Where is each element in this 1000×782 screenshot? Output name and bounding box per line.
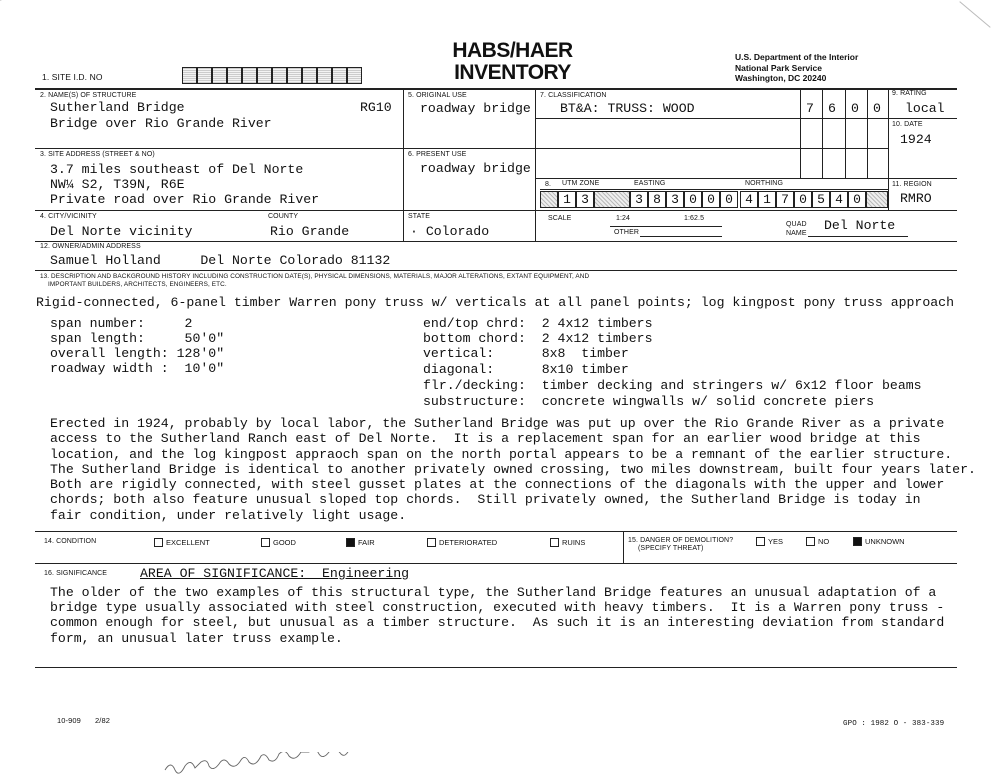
northing-digit[interactable]: 4 [830, 191, 848, 208]
quad-label-2: NAME [786, 230, 807, 237]
site-id-cell [242, 67, 257, 84]
site-id-cell [317, 67, 332, 84]
northing-digit[interactable]: 5 [812, 191, 830, 208]
demolition-no-label: NO [818, 537, 830, 546]
spec-right-line: vertical: 8x8 timber [423, 346, 629, 361]
classification-label: 7. CLASSIFICATION [540, 92, 607, 99]
classification-value[interactable]: BT&A: TRUSS: WOOD [560, 101, 695, 116]
demolition-unknown-label: UNKNOWN [865, 537, 905, 546]
handwritten-note [160, 752, 440, 780]
description-label-2: IMPORTANT BUILDERS, ARCHITECTS, ENGINEERS, ETC. [48, 281, 227, 288]
site-id-label: 1. SITE I.D. NO [42, 72, 103, 82]
address-line1[interactable]: 3.7 miles southeast of Del Norte [50, 162, 304, 177]
present-use-value[interactable]: roadway bridge [420, 161, 531, 176]
easting-digit[interactable]: 8 [648, 191, 666, 208]
site-id-cell [182, 67, 197, 84]
utm-zone-digit[interactable]: 3 [576, 191, 594, 208]
name-line2[interactable]: Bridge over Rio Grande River [50, 116, 272, 131]
state-label: STATE [408, 213, 431, 220]
condition-label: 14. CONDITION [44, 538, 97, 545]
class-digit-3[interactable]: 0 [851, 101, 859, 116]
rule-top [35, 88, 957, 90]
original-use-label: 5. ORIGINAL USE [408, 92, 467, 99]
class-digit-2[interactable]: 6 [828, 101, 836, 116]
northing-digit[interactable]: 0 [794, 191, 812, 208]
scale-other-rule [640, 236, 722, 237]
name-line1[interactable]: Sutherland Bridge [50, 100, 185, 115]
city-label: 4. CITY/VICINITY [40, 213, 97, 220]
spec-left-line: span number: 2 [50, 316, 193, 331]
state-value[interactable]: · Colorado [410, 224, 490, 239]
spec-right-line: end/top chrd: 2 4x12 timbers [423, 316, 653, 331]
condition-deteriorated-label: DETERIORATED [439, 538, 498, 547]
class-row-3 [535, 178, 957, 179]
utm-shade [866, 191, 888, 208]
demolition-label-1: 15. DANGER OF DEMOLITION? [628, 537, 734, 544]
owner-label: 12. OWNER/ADMIN ADDRESS [40, 243, 141, 250]
site-id-cell [347, 67, 362, 84]
scale-option-2[interactable]: 1:62.5 [684, 215, 705, 222]
easting-digit[interactable]: 0 [702, 191, 720, 208]
site-id-cell [332, 67, 347, 84]
utm-zone-digit[interactable]: 1 [558, 191, 576, 208]
rule-section14 [35, 531, 957, 532]
date-label: 10. DATE [892, 121, 923, 128]
class-col-1 [800, 88, 801, 178]
quad-rule [808, 236, 908, 237]
class-col-4 [867, 88, 868, 178]
site-id-cell [227, 67, 242, 84]
spec-right-line: flr./decking: timber decking and stringers w/ 6x12 floor beams [423, 378, 922, 393]
class-digit-4[interactable]: 0 [873, 101, 881, 116]
significance-line: form, an unusual later truss example. [50, 631, 343, 646]
class-col-2 [822, 88, 823, 178]
owner-value[interactable]: Samuel Holland Del Norte Colorado 81132 [50, 253, 391, 268]
spec-right-line: diagonal: 8x10 timber [423, 362, 629, 377]
spec-right-line: bottom chord: 2 4x12 timbers [423, 331, 653, 346]
condition-good-checkbox[interactable] [261, 538, 270, 547]
form-number: 10-909 [57, 716, 81, 725]
spec-left-line: roadway width : 10'0" [50, 361, 225, 376]
form-title [445, 40, 580, 84]
demolition-yes-label: YES [768, 537, 784, 546]
form-title-line2: INVENTORY [454, 61, 571, 84]
address-line3[interactable]: Private road over Rio Grande River [50, 192, 320, 207]
northing-digit[interactable]: 0 [848, 191, 866, 208]
significance-line: The older of the two examples of this structural type, the Sutherland Bridge features an unusual adaptation of a [50, 585, 937, 600]
history-line: fair condition, under relatively light usage. [50, 508, 407, 523]
condition-fair-label: FAIR [358, 538, 375, 547]
significance-line: bridge type usually associated with steel construction, executed with heavy timbers. It is a Warren pony truss - [50, 600, 945, 615]
significance-label: 16. SIGNIFICANCE [44, 570, 108, 577]
quad-value[interactable]: Del Norte [824, 218, 896, 233]
easting-label: EASTING [634, 180, 666, 187]
easting-digit[interactable]: 3 [666, 191, 684, 208]
rule-bottom [35, 667, 957, 668]
significance-area[interactable]: AREA OF SIGNIFICANCE: Engineering [140, 566, 410, 581]
county-label: COUNTY [268, 213, 299, 220]
history-line: The Sutherland Bridge is identical to another privately owned crossing, two miles downstream, built four years later. [50, 462, 976, 477]
history-line: Erected in 1924, probably by local labor, the Sutherland Bridge was put up over the Rio Grande River as a private [50, 416, 945, 431]
agency-line3: Washington, DC 20240 [735, 73, 827, 83]
demolition-no-checkbox[interactable] [806, 537, 815, 546]
county-value[interactable]: Rio Grande [270, 224, 350, 239]
col-rule-c [888, 88, 889, 210]
rating-label: 9. RATING [892, 90, 927, 97]
northing-digit[interactable]: 7 [776, 191, 794, 208]
description-label-1: 13. DESCRIPTION AND BACKGROUND HISTORY INCLUDING CONSTRUCTION DATE(S), PHYSICAL DIMENSIONS, MATERIALS, MAJOR ALTERATIONS, EXTANT EQUIPMENT, AND [40, 273, 590, 280]
scale-option-1[interactable]: 1:24 [616, 215, 631, 222]
class-row-2 [888, 118, 957, 119]
scale-other[interactable]: OTHER [614, 229, 639, 236]
northing-digit[interactable]: 4 [740, 191, 758, 208]
region-label: 11. REGION [892, 181, 932, 188]
northing-label: NORTHING [745, 180, 784, 187]
condition-deteriorated-checkbox[interactable] [427, 538, 436, 547]
col-rule-d [623, 532, 624, 563]
agency-line1: U.S. Department of the Interior [735, 52, 859, 62]
easting-digit[interactable]: 0 [720, 191, 738, 208]
utm-rule [540, 189, 888, 190]
easting-digit[interactable]: 3 [630, 191, 648, 208]
condition-ruins-label: RUINS [562, 538, 586, 547]
spec-right-line: substructure: concrete wingwalls w/ solid concrete piers [423, 394, 875, 409]
rule-section16 [35, 563, 957, 564]
original-use-value[interactable]: roadway bridge [420, 101, 531, 116]
site-id-cell [302, 67, 317, 84]
rule-row5 [35, 270, 957, 271]
history-line: access to the Sutherland Ranch east of Del Norte. It is a replacement span for an earlier wood bridge at this [50, 431, 921, 446]
address-label: 3. SITE ADDRESS (STREET & NO) [40, 151, 155, 158]
form-date: 2/82 [95, 716, 110, 725]
condition-fair-checkbox[interactable] [346, 538, 355, 547]
condition-excellent-checkbox[interactable] [154, 538, 163, 547]
demolition-unknown-checkbox[interactable] [853, 537, 862, 546]
utm-shade [540, 191, 558, 208]
utm-shade [594, 191, 630, 208]
site-id-cell [212, 67, 227, 84]
demolition-yes-checkbox[interactable] [756, 537, 765, 546]
scan-mark-top-left [0, 0, 48, 34]
site-id-cell [197, 67, 212, 84]
utm-zone-label: UTM ZONE [562, 180, 600, 187]
rule-row4 [35, 241, 957, 242]
site-id-cell [257, 67, 272, 84]
quad-label-1: QUAD [786, 221, 807, 228]
city-value[interactable]: Del Norte vicinity [50, 224, 193, 239]
class-digit-1[interactable]: 7 [806, 101, 814, 116]
agency-block [735, 52, 858, 84]
region-value[interactable]: RMRO [900, 191, 932, 206]
scale-label: SCALE [548, 215, 572, 222]
significance-line: common enough for steel, but unusual as a timber structure. As such it is an interesting deviation from standard [50, 615, 945, 630]
scale-rule [610, 226, 722, 227]
spec-left-line: span length: 50'0" [50, 331, 225, 346]
history-line: chords; both also feature unusual sloped top chords. Still privately owned, the Sutherland Bridge is today in [50, 492, 921, 507]
class-col-3 [845, 88, 846, 178]
col-rule-a [403, 88, 404, 241]
gpo-imprint: GPO : 1982 O - 383-339 [843, 720, 945, 728]
history-line: location, and the log kingpost appraoch span on the north portal appears to be a remnant of the earlier structure. [50, 447, 953, 462]
demolition-label-2: (SPECIFY THREAT) [638, 545, 704, 552]
form-title-line1: HABS/HAER [452, 39, 573, 62]
present-use-label: 6. PRESENT USE [408, 151, 467, 158]
rule-row2 [35, 148, 888, 149]
date-value[interactable]: 1924 [900, 132, 932, 147]
description-summary[interactable]: Rigid-connected, 6-panel timber Warren pony truss w/ verticals at all panel points; log kingpost pony truss approach [36, 295, 954, 310]
site-id-cell [272, 67, 287, 84]
site-id-cell [287, 67, 302, 84]
utm-num-label: 8. [545, 181, 552, 188]
address-line2[interactable]: NW¼ S2, T39N, R6E [50, 177, 185, 192]
scan-mark-top-right [959, 1, 990, 27]
condition-ruins-checkbox[interactable] [550, 538, 559, 547]
name-label: 2. NAME(S) OF STRUCTURE [40, 92, 137, 99]
history-line: Both are rigidly connected, with steel gusset plates at the connections of the diagonals with the upper and lower [50, 477, 945, 492]
condition-excellent-label: EXCELLENT [166, 538, 210, 547]
rule-row3 [35, 210, 957, 211]
class-row-1 [535, 118, 888, 119]
agency-line2: National Park Service [735, 62, 822, 73]
easting-digit[interactable]: 0 [684, 191, 702, 208]
col-rule-b [535, 88, 536, 241]
condition-good-label: GOOD [273, 538, 296, 547]
rating-value[interactable]: local [905, 101, 945, 116]
northing-digit[interactable]: 1 [758, 191, 776, 208]
spec-left-line: overall length: 128'0" [50, 346, 225, 361]
name-code[interactable]: RG10 [360, 100, 392, 115]
